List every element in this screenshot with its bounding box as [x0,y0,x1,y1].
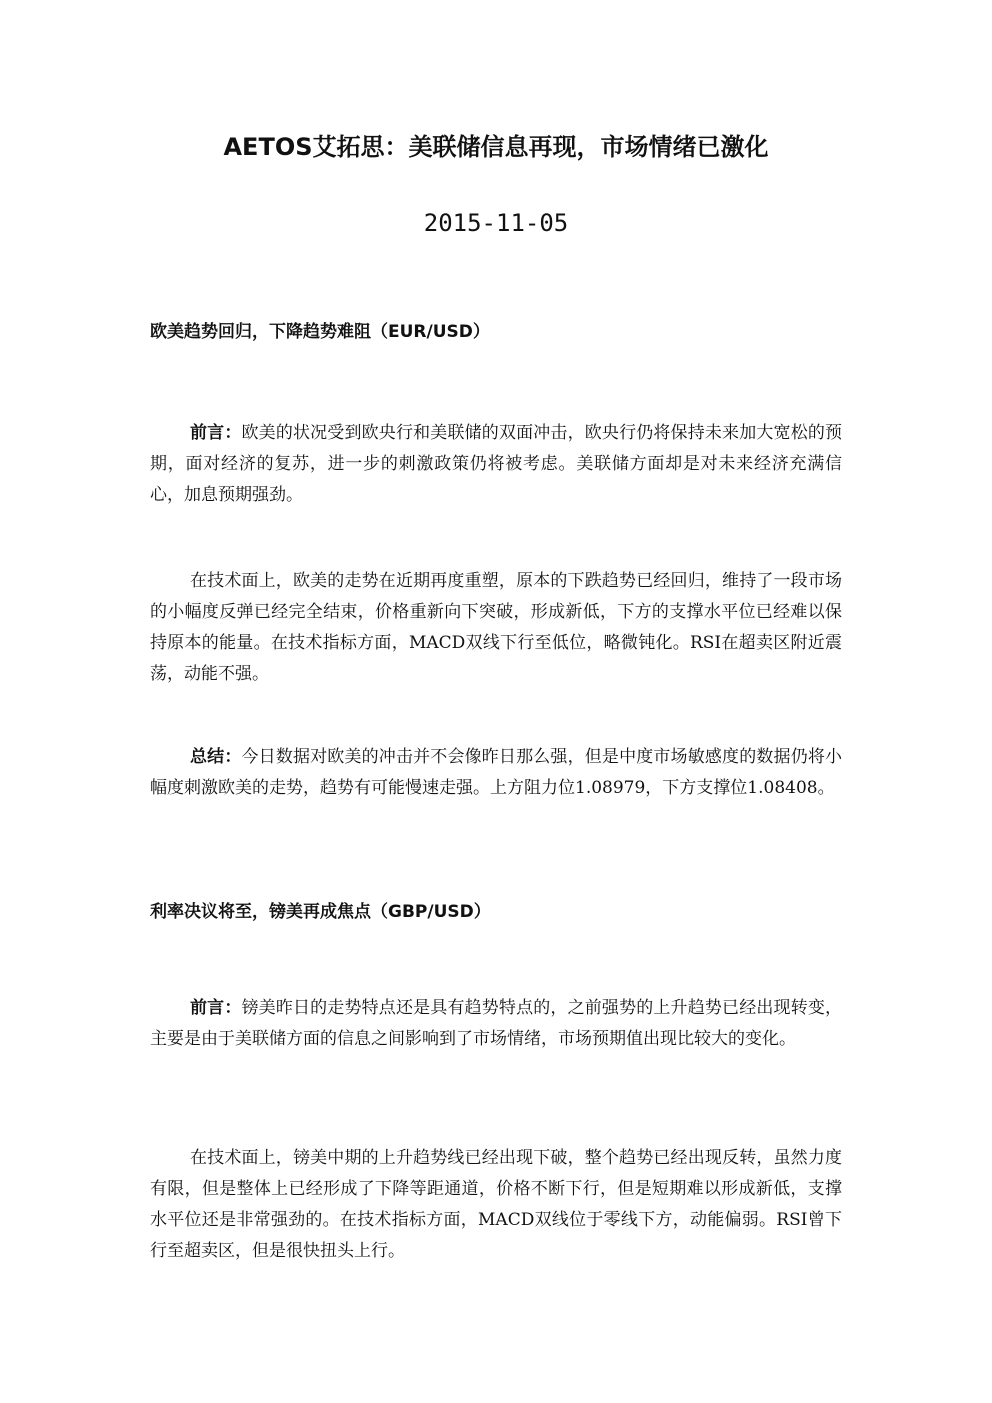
section-technical-eurusd: 在技术面上，欧美的走势在近期再度重塑，原本的下跌趋势已经回归，维持了一段市场的小幅度反弹已经完全结束，价格重新向下突破，形成新低，下方的支撑水平位已经难以保持原本的能量。在技术指标方面，MACD双线下行至低位，略微钝化。RSI在超卖区附近震荡，动能不强。 [150,571,842,684]
section-summary-eurusd [150,742,842,804]
section-heading-gbpusd: 利率决议将至，镑美再成焦点（GBP/USD） [150,902,491,922]
summary-label: 总结： [190,747,242,767]
intro-text: 镑美昨日的走势特点还是具有趋势特点的，之前强势的上升趋势已经出现转变，主要是由于美联储方面的信息之间影响到了市场情绪，市场预期值出现比较大的变化。 [150,998,843,1049]
section-intro-gbpusd [150,993,842,1055]
document-title: AETOS艾拓思：美联储信息再现，市场情绪已激化 [223,133,769,161]
document-date: 2015-11-05 [423,209,569,237]
section-technical-gbpusd: 在技术面上，镑美中期的上升趋势线已经出现下破，整个趋势已经出现反转，虽然力度有限，但是整体上已经形成了下降等距通道，价格不断下行，但是短期难以形成新低，支撑水平位还是非常强劲的。在技术指标方面，MACD双线位于零线下方，动能偏弱。RSI曾下行至超卖区，但是很快扭头上行。 [150,1148,842,1261]
intro-label: 前言： [190,423,242,443]
section-intro-eurusd [150,418,842,511]
summary-text: 今日数据对欧美的冲击并不会像昨日那么强，但是中度市场敏感度的数据仍将小幅度刺激欧美的走势，趋势有可能慢速走强。上方阻力位1.08979，下方支撑位1.08408。 [150,747,843,798]
intro-label: 前言： [190,998,242,1018]
section-heading-eurusd: 欧美趋势回归，下降趋势难阻（EUR/USD） [150,322,490,342]
intro-text: 欧美的状况受到欧央行和美联储的双面冲击，欧央行仍将保持未来加大宽松的预期，面对经济的复苏，进一步的刺激政策仍将被考虑。美联储方面却是对未来经济充满信心，加息预期强劲。 [150,423,843,505]
